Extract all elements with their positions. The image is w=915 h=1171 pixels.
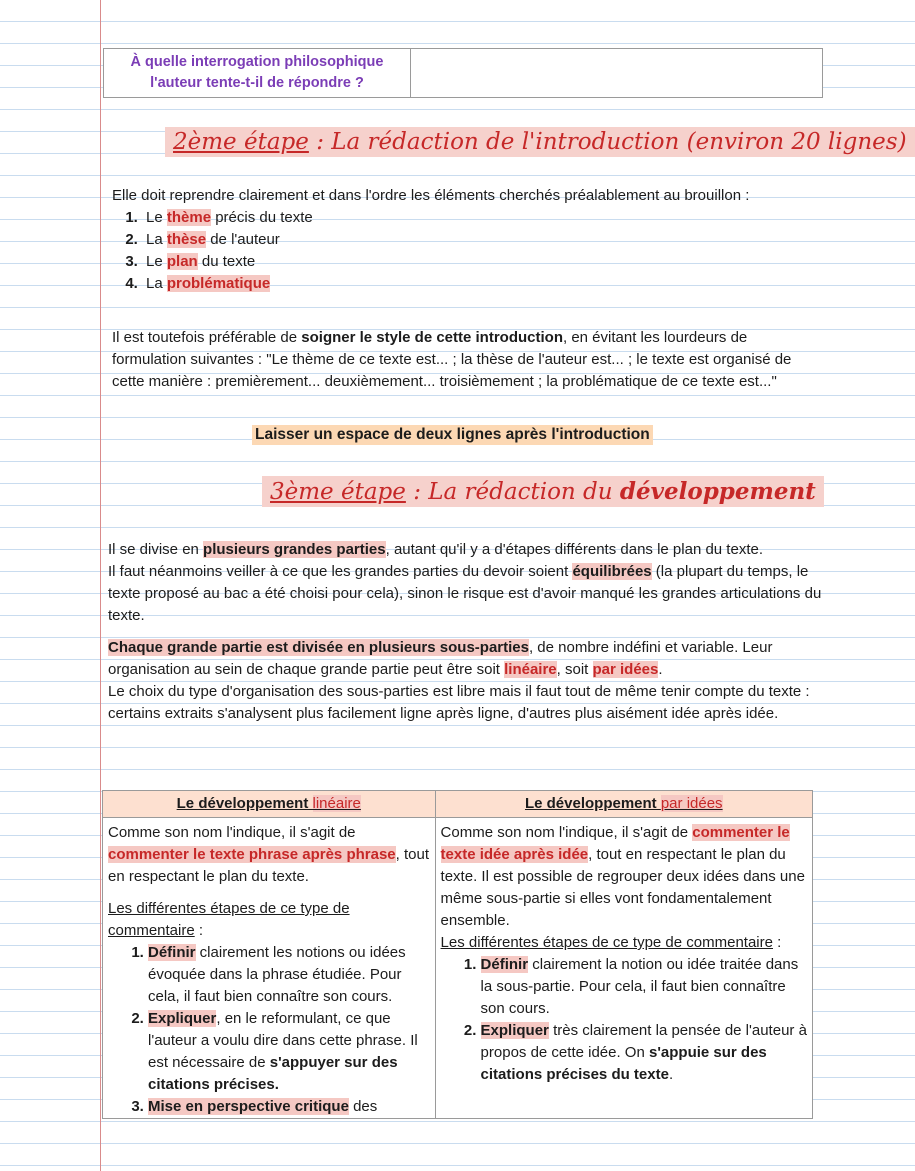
list-item: 2. Expliquer très clairement la pensée de l'auteur à propos de cette idée. On s'appuie sur des citations précises du texte.: [481, 1020, 808, 1086]
step2-intro: Elle doit reprendre clairement et dans l'ordre les éléments cherchés préalablement au brouillon :: [112, 187, 750, 204]
step3-paragraph-4: Le choix du type d'organisation des sous-parties est libre mais il faut tout de même tenir compte du texte : certains extraits s'analysent plus facilement ligne après ligne, d'autres plus aisément idée après idée.: [108, 683, 810, 722]
linear-cell: [103, 818, 436, 1119]
intro-elements-list: [112, 207, 812, 295]
linear-header: Le développement linéaire: [103, 791, 436, 818]
step2-intro-block: [112, 185, 812, 295]
step3-body: [108, 539, 822, 725]
linear-steps-heading: Les différentes étapes de ce type de commentaire :: [108, 900, 350, 939]
ideas-cell: [435, 818, 812, 1119]
linear-steps-list: [108, 942, 431, 1118]
list-item: 4. La problématique: [142, 273, 812, 295]
ideas-header: Le développement par idées: [435, 791, 812, 818]
step2-title-number: 2ème étape: [173, 129, 309, 155]
margin-line: [100, 0, 101, 1171]
question-line-1: À quelle interrogation philosophique: [130, 54, 384, 70]
list-item: 2. Expliquer, en le reformulant, ce que l'auteur a voulu dire dans cette phrase. Il est nécessaire de s'appuyer sur des citations précises.: [148, 1008, 431, 1096]
step3-paragraph-1: Il se divise en plusieurs grandes parties, autant qu'il y a d'étapes différents dans le plan du texte.: [108, 541, 763, 558]
step3-title-number: 3ème étape: [270, 479, 406, 505]
list-item: 2. La thèse de l'auteur: [142, 229, 812, 251]
step3-title-text: : La rédaction du: [405, 479, 620, 505]
list-item: 1. Définir clairement les notions ou idées évoquée dans la phrase étudiée. Pour cela, il faut bien connaître son cours.: [148, 942, 431, 1008]
step3-title-bold: développement: [619, 478, 816, 505]
development-table: [102, 790, 813, 1119]
ideas-description: Comme son nom l'indique, il s'agit de commenter le texte idée après idée, tout en respectant le plan du texte. Il est possible de regrouper deux idées dans une même sous-partie si elles vont fondamentalement ensemble.: [440, 824, 805, 929]
step2-style-block: [112, 327, 820, 393]
question-line-2: l'auteur tente-t-il de répondre ?: [150, 75, 364, 91]
question-cell: [104, 49, 411, 97]
step3-title: [262, 476, 824, 507]
space-note: Laisser un espace de deux lignes après l'introduction: [252, 425, 653, 445]
ideas-steps-list: [441, 954, 808, 1086]
step2-title: [165, 127, 915, 157]
list-item: 1. Le thème précis du texte: [142, 207, 812, 229]
step2-title-text: : La rédaction de l'introduction (environ 20 lignes): [308, 129, 907, 155]
list-item: 3. Mise en perspective critique des: [148, 1096, 431, 1118]
step3-paragraph-3: Chaque grande partie est divisée en plusieurs sous-parties, de nombre indéfini et variable. Leur organisation au sein de chaque grande partie peut être soit linéaire, soit par idées.: [108, 639, 773, 678]
list-item: 3. Le plan du texte: [142, 251, 812, 273]
step3-paragraph-2: Il faut néanmoins veiller à ce que les grandes parties du devoir soient équilibrées (la plupart du temps, le texte proposé au bac a été choisi pour cela), sinon le risque est d'avoir manqué les grandes articulations du texte.: [108, 563, 822, 624]
question-table: [103, 48, 823, 98]
list-item: 1. Définir clairement la notion ou idée traitée dans la sous-partie. Pour cela, il faut bien connaître son cours.: [481, 954, 808, 1020]
style-advice: Il est toutefois préférable de soigner le style de cette introduction, en évitant les lourdeurs de formulation suivantes : "Le thème de ce texte est... ; la thèse de l'auteur est... ; le texte est organisé de cette manière : premièrement... deuxièmement... troisièmement ; la problématique de ce texte est...": [112, 329, 792, 390]
ideas-steps-heading: Les différentes étapes de ce type de commentaire :: [440, 934, 782, 951]
linear-description: Comme son nom l'indique, il s'agit de commenter le texte phrase après phrase, tout en respectant le plan du texte.: [108, 824, 429, 885]
